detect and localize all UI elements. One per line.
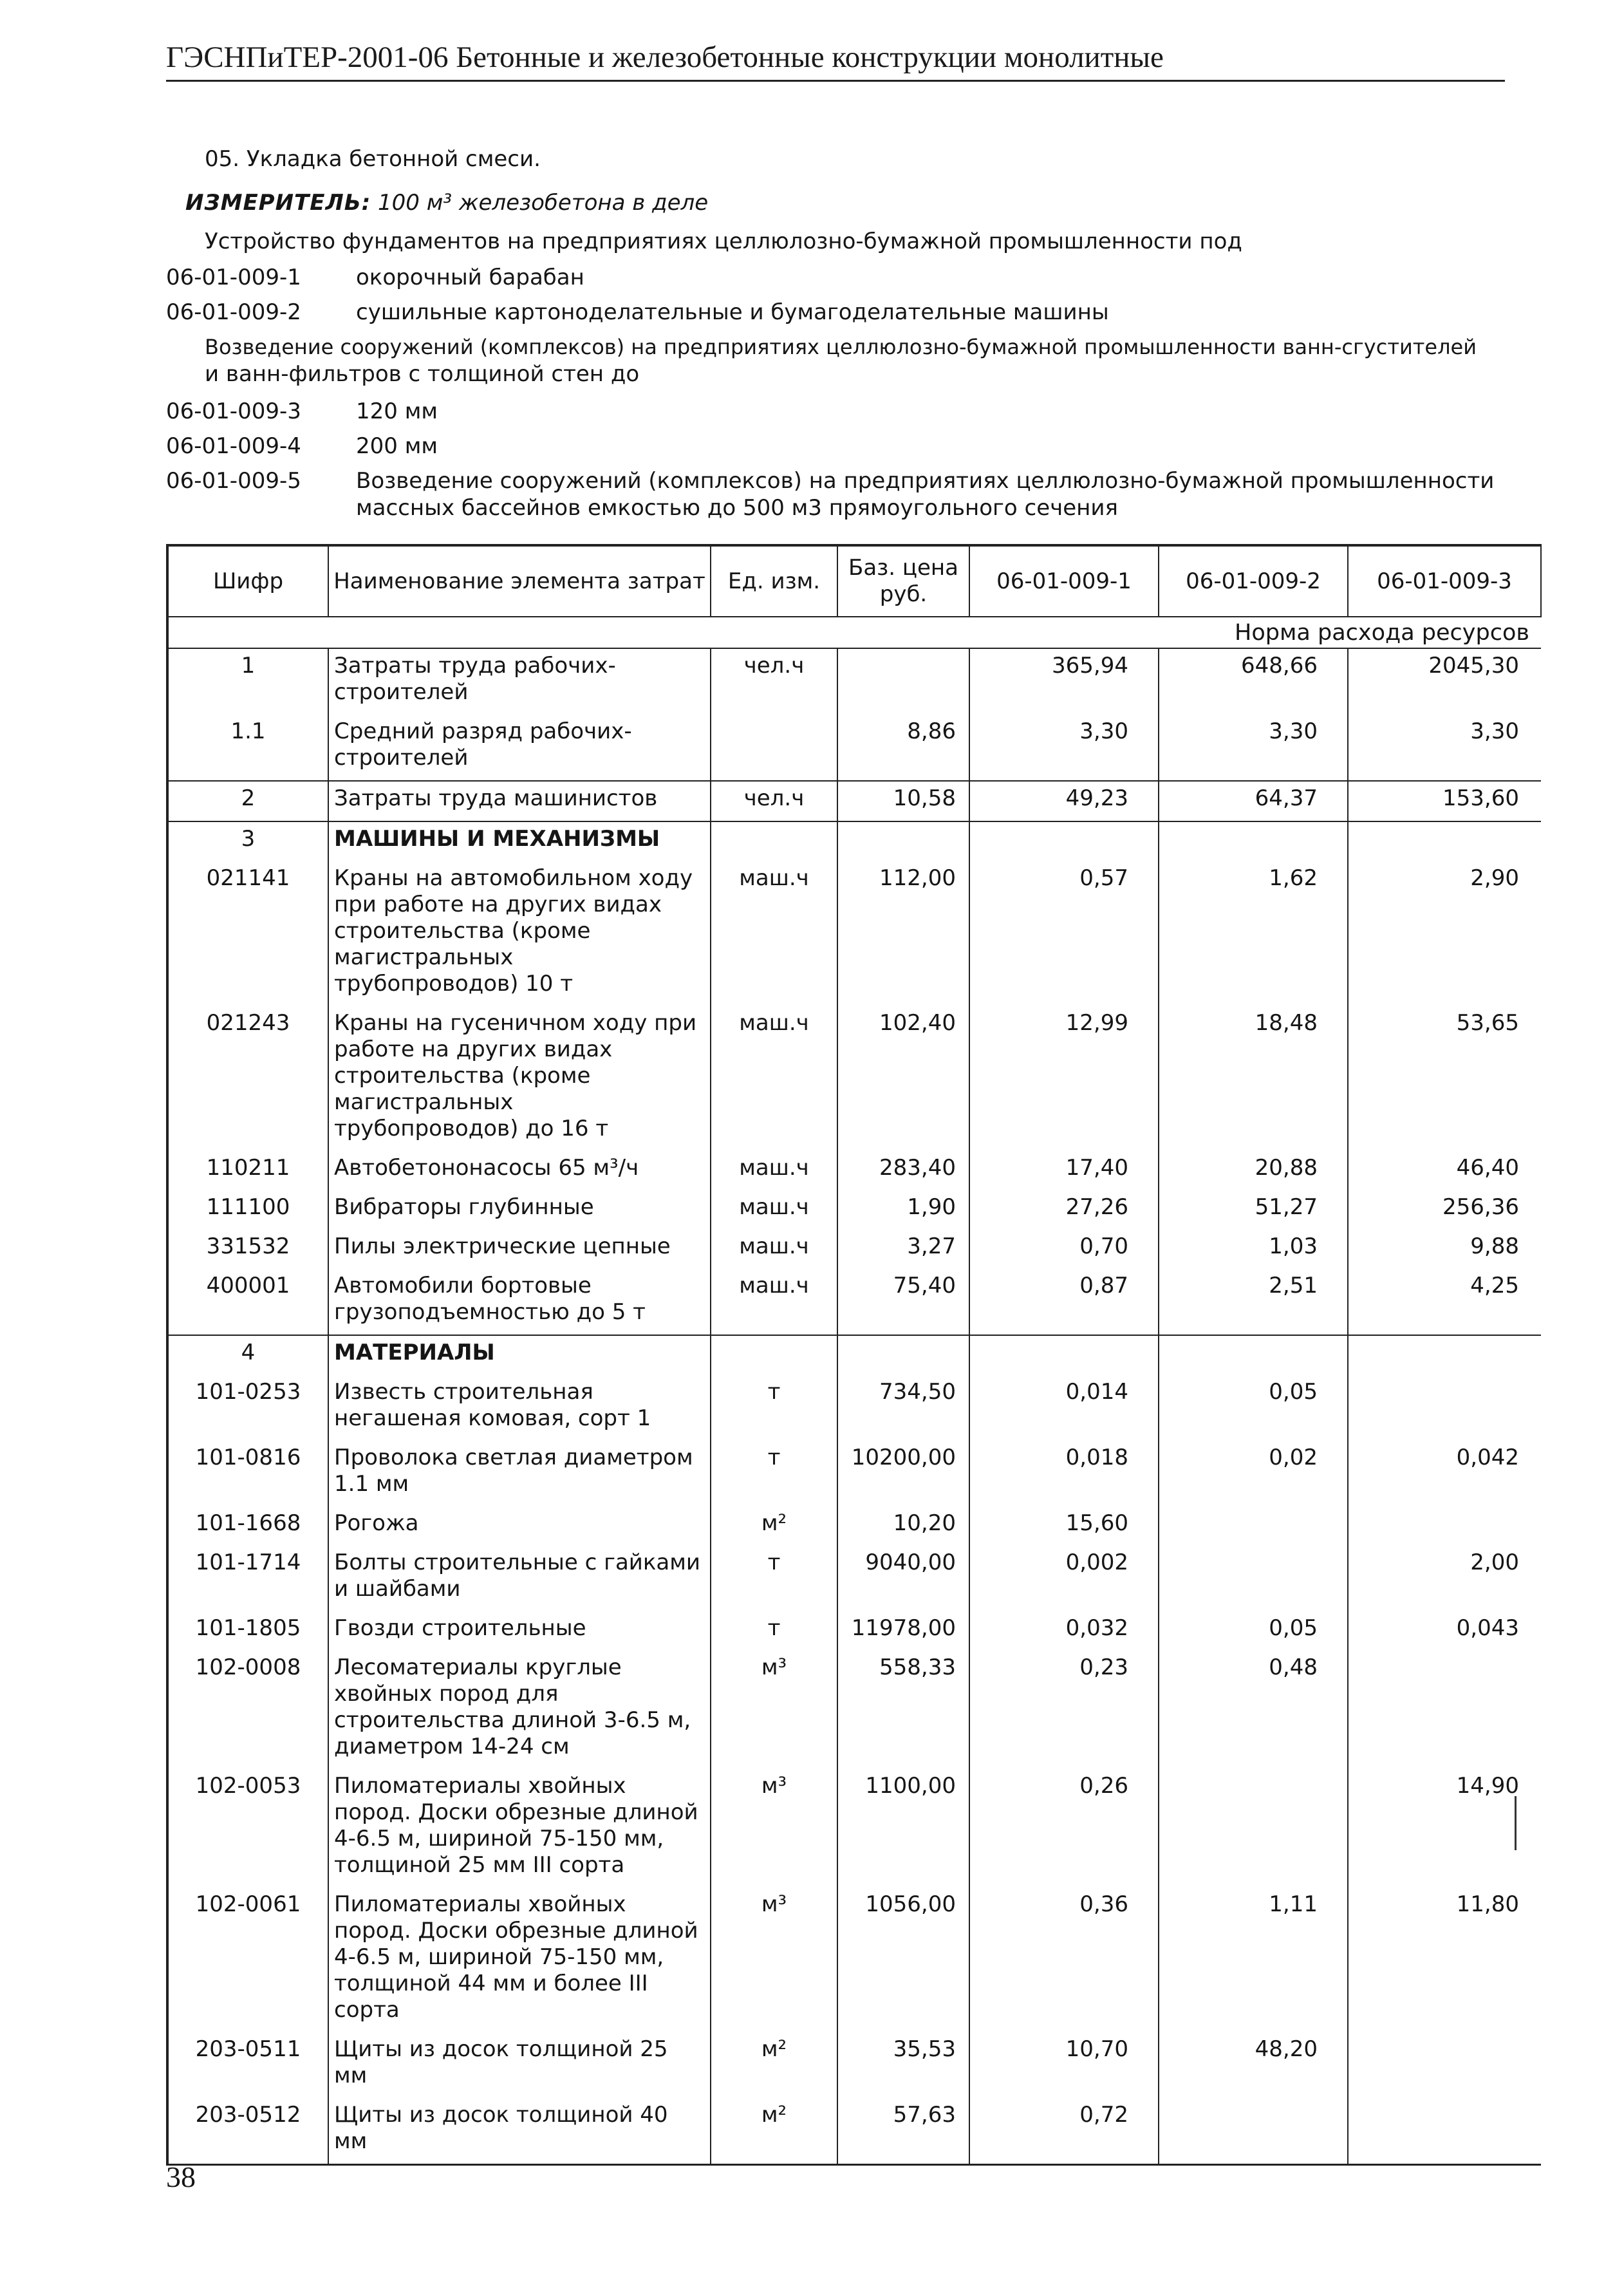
row-name: Автомобили бортовые грузоподъемностью до 5 т: [328, 1269, 711, 1335]
row-name: Затраты труда рабочих-строителей: [328, 648, 711, 715]
row-value-3: [1348, 821, 1541, 861]
resource-table: [166, 544, 1540, 2166]
row-code: 102-0061: [167, 1888, 328, 2032]
row-code: 021243: [167, 1006, 328, 1151]
table-row: [167, 1151, 1541, 1190]
row-price: 75,40: [837, 1269, 969, 1335]
item-code: 06-01-009-3: [166, 398, 301, 424]
row-value-2: [1159, 1546, 1348, 1611]
table-row: [167, 821, 1541, 861]
row-price: 102,40: [837, 1006, 969, 1151]
row-unit: м²: [761, 1510, 787, 1536]
row-value-2: 2,51: [1159, 1269, 1348, 1335]
row-price: [837, 1335, 969, 1375]
row-code: 110211: [167, 1151, 328, 1190]
header-name: Наименование элемента затрат: [328, 545, 711, 617]
row-value-1: 0,57: [969, 861, 1159, 1006]
row-value-3: 14,90: [1348, 1769, 1541, 1888]
table-row: [167, 715, 1541, 781]
row-value-2: [1159, 2098, 1348, 2165]
row-value-2: 20,88: [1159, 1151, 1348, 1190]
row-name: МАШИНЫ И МЕХАНИЗМЫ: [328, 821, 711, 861]
row-price: 35,53: [837, 2032, 969, 2098]
row-value-2: [1159, 1769, 1348, 1888]
item-code: 06-01-009-1: [166, 265, 301, 290]
header-col-2: 06-01-009-2: [1159, 545, 1348, 617]
row-value-1: 27,26: [969, 1190, 1159, 1230]
row-name: Пиломатериалы хвойных пород. Доски обрезные длиной 4-6.5 м, шириной 75-150 мм, толщиной 25 мм III сорта: [328, 1769, 711, 1888]
table-row: [167, 648, 1541, 715]
row-name: Проволока светлая диаметром 1.1 мм: [328, 1441, 711, 1506]
row-code: 101-0253: [167, 1375, 328, 1441]
row-name: Средний разряд рабочих-строителей: [328, 715, 711, 781]
row-code: 111100: [167, 1190, 328, 1230]
row-value-2: 18,48: [1159, 1006, 1348, 1151]
row-value-3: 9,88: [1348, 1230, 1541, 1269]
row-code: 101-1805: [167, 1611, 328, 1651]
row-name: Пиломатериалы хвойных пород. Доски обрезные длиной 4-6.5 м, шириной 75-150 мм, толщиной 44 мм и более III сорта: [328, 1888, 711, 2032]
row-unit: т: [767, 1379, 781, 1405]
group-heading-2-cont: и ванн-фильтров с толщиной стен до: [205, 361, 640, 387]
row-code: 101-1668: [167, 1506, 328, 1546]
row-value-1: 0,23: [969, 1651, 1159, 1769]
table-row: [167, 1651, 1541, 1769]
row-name: Пилы электрические цепные: [328, 1230, 711, 1269]
table-row: [167, 1190, 1541, 1230]
margin-mark: [1515, 1796, 1517, 1850]
row-price: 3,27: [837, 1230, 969, 1269]
norm-header-row: [167, 617, 1541, 648]
row-code: 1: [167, 648, 328, 715]
row-value-2: 1,03: [1159, 1230, 1348, 1269]
item-text: окорочный барабан: [356, 265, 584, 290]
row-name: Затраты труда машинистов: [328, 781, 711, 821]
table-row: [167, 861, 1541, 1006]
row-value-1: 365,94: [969, 648, 1159, 715]
row-price: 10200,00: [837, 1441, 969, 1506]
row-unit: [711, 1335, 837, 1375]
row-price: 283,40: [837, 1151, 969, 1190]
row-value-3: 53,65: [1348, 1006, 1541, 1151]
row-value-1: 0,87: [969, 1269, 1159, 1335]
row-unit: маш.ч: [739, 1194, 809, 1220]
item-code: 06-01-009-4: [166, 433, 301, 459]
row-name: Рогожа: [328, 1506, 711, 1546]
row-code: 400001: [167, 1269, 328, 1335]
row-unit: [711, 821, 837, 861]
row-name: Болты строительные с гайками и шайбами: [328, 1546, 711, 1611]
table-row: [167, 1888, 1541, 2032]
row-value-3: [1348, 1506, 1541, 1546]
row-unit: чел.ч: [743, 653, 805, 679]
row-unit: маш.ч: [739, 1010, 809, 1036]
row-value-3: 2,00: [1348, 1546, 1541, 1611]
row-value-2: 648,66: [1159, 648, 1348, 715]
header-col-1: 06-01-009-1: [969, 545, 1159, 617]
row-value-1: 15,60: [969, 1506, 1159, 1546]
row-value-3: [1348, 1335, 1541, 1375]
row-value-2: [1159, 1335, 1348, 1375]
table-row: [167, 1230, 1541, 1269]
row-value-3: 3,30: [1348, 715, 1541, 781]
table-header-row: [167, 545, 1541, 617]
row-unit: м²: [761, 2036, 787, 2062]
row-code: 331532: [167, 1230, 328, 1269]
row-value-1: 10,70: [969, 2032, 1159, 2098]
row-price: 8,86: [837, 715, 969, 781]
row-value-1: 49,23: [969, 781, 1159, 821]
row-name: Лесоматериалы круглые хвойных пород для строительства длиной 3-6.5 м, диаметром 14-24 см: [328, 1651, 711, 1769]
row-value-2: 51,27: [1159, 1190, 1348, 1230]
table-row: [167, 1611, 1541, 1651]
row-name: Краны на автомобильном ходу при работе на других видах строительства (кроме магистральных трубопроводов) 10 т: [328, 861, 711, 1006]
row-price: 10,58: [837, 781, 969, 821]
row-code: 4: [167, 1335, 328, 1375]
measure-line: [185, 188, 708, 218]
row-code: 1.1: [167, 715, 328, 781]
row-price: 57,63: [837, 2098, 969, 2165]
row-value-3: 4,25: [1348, 1269, 1541, 1335]
item-text: сушильные картоноделательные и бумагоделательные машины: [356, 299, 1109, 325]
row-price: 734,50: [837, 1375, 969, 1441]
item-text: Возведение сооружений (комплексов) на предприятиях целлюлозно-бумажной промышленности: [356, 468, 1495, 494]
table-row: [167, 1269, 1541, 1335]
page-number: 38: [166, 2160, 196, 2193]
row-unit: м³: [761, 1773, 787, 1799]
row-value-1: 0,002: [969, 1546, 1159, 1611]
row-unit: чел.ч: [711, 781, 837, 821]
row-unit: т: [767, 1445, 781, 1470]
header-col-3: 06-01-009-3: [1348, 545, 1541, 617]
row-code: 3: [167, 821, 328, 861]
row-code: 203-0512: [167, 2098, 328, 2165]
row-price: 1100,00: [837, 1769, 969, 1888]
row-value-1: 12,99: [969, 1006, 1159, 1151]
row-value-3: 2,90: [1348, 861, 1541, 1006]
row-value-2: 48,20: [1159, 2032, 1348, 2098]
table-row: [167, 1335, 1541, 1375]
row-price: 1056,00: [837, 1888, 969, 2032]
group-heading-2: Возведение сооружений (комплексов) на предприятиях целлюлозно-бумажной промышленности ванн-сгустителей: [205, 335, 1477, 359]
row-unit: м³: [761, 1891, 787, 1917]
header-unit: Ед. изм.: [711, 545, 837, 617]
table-row: [167, 1546, 1541, 1611]
row-unit: т: [767, 1550, 781, 1575]
row-code: 2: [167, 781, 328, 821]
table-row: [167, 781, 1541, 821]
row-name: Щиты из досок толщиной 25 мм: [328, 2032, 711, 2098]
row-value-2: 0,05: [1159, 1611, 1348, 1651]
row-unit: маш.ч: [739, 865, 809, 891]
measure-text: 100 м³ железобетона в деле: [378, 190, 709, 216]
row-value-2: 64,37: [1159, 781, 1348, 821]
row-price: 1,90: [837, 1190, 969, 1230]
row-value-2: 1,62: [1159, 861, 1348, 1006]
row-code: 102-0053: [167, 1769, 328, 1888]
row-value-3: 0,042: [1348, 1441, 1541, 1506]
row-value-3: [1348, 2098, 1541, 2165]
row-value-3: [1348, 1651, 1541, 1769]
row-value-2: [1159, 1506, 1348, 1546]
row-value-2: [1159, 821, 1348, 861]
row-code: 102-0008: [167, 1651, 328, 1769]
row-value-2: 0,02: [1159, 1441, 1348, 1506]
item-code: 06-01-009-5: [166, 468, 301, 494]
row-value-2: 0,05: [1159, 1375, 1348, 1441]
row-unit: [711, 715, 837, 781]
measure-label: ИЗМЕРИТЕЛЬ:: [185, 190, 371, 216]
row-value-3: 2045,30: [1348, 648, 1541, 715]
row-code: 101-0816: [167, 1441, 328, 1506]
row-unit: т: [767, 1615, 781, 1641]
row-value-3: 11,80: [1348, 1888, 1541, 2032]
row-code: 101-1714: [167, 1546, 328, 1611]
row-value-3: 153,60: [1348, 781, 1541, 821]
item-text: 200 мм: [356, 433, 438, 459]
table-row: [167, 1375, 1541, 1441]
row-value-1: 17,40: [969, 1151, 1159, 1190]
row-value-3: [1348, 1375, 1541, 1441]
row-name: Щиты из досок толщиной 40 мм: [328, 2098, 711, 2165]
row-name: Автобетононасосы 65 м³/ч: [328, 1151, 711, 1190]
table-row: [167, 1506, 1541, 1546]
norm-label: Норма расхода ресурсов: [167, 617, 1541, 648]
row-unit: м³: [761, 1654, 787, 1680]
row-name: Краны на гусеничном ходу при работе на других видах строительства (кроме магистральных трубопроводов) до 16 т: [328, 1006, 711, 1151]
row-price: [837, 821, 969, 861]
row-price: 10,20: [837, 1506, 969, 1546]
row-name: МАТЕРИАЛЫ: [328, 1335, 711, 1375]
header-price: Баз. цена руб.: [837, 545, 969, 617]
row-value-1: 0,72: [969, 2098, 1159, 2165]
table-row: [167, 1769, 1541, 1888]
row-value-1: 0,36: [969, 1888, 1159, 2032]
row-value-1: [969, 1335, 1159, 1375]
group-heading-1: Устройство фундаментов на предприятиях целлюлозно-бумажной промышленности под: [205, 229, 1242, 254]
item-code: 06-01-009-2: [166, 299, 301, 325]
row-code: 021141: [167, 861, 328, 1006]
row-value-1: 0,70: [969, 1230, 1159, 1269]
section-heading: 05. Укладка бетонной смеси.: [205, 146, 541, 172]
table-row: [167, 1441, 1541, 1506]
row-price: [837, 648, 969, 715]
row-value-1: 3,30: [969, 715, 1159, 781]
row-value-1: 0,014: [969, 1375, 1159, 1441]
row-value-2: 1,11: [1159, 1888, 1348, 2032]
item-text: 120 мм: [356, 398, 438, 424]
row-value-2: 0,48: [1159, 1651, 1348, 1769]
row-unit: маш.ч: [739, 1155, 809, 1181]
row-unit: м²: [711, 2098, 837, 2165]
row-name: Известь строительная негашеная комовая, сорт 1: [328, 1375, 711, 1441]
row-value-3: 46,40: [1348, 1151, 1541, 1190]
row-value-2: 3,30: [1159, 715, 1348, 781]
running-title: ГЭСНПиТЕР-2001-06 Бетонные и железобетонные конструкции монолитные: [166, 40, 1505, 82]
table-row: [167, 2032, 1541, 2098]
row-name: Вибраторы глубинные: [328, 1190, 711, 1230]
row-unit: маш.ч: [739, 1273, 809, 1298]
row-unit: маш.ч: [739, 1233, 809, 1259]
row-price: 11978,00: [837, 1611, 969, 1651]
row-price: 112,00: [837, 861, 969, 1006]
row-value-3: 256,36: [1348, 1190, 1541, 1230]
row-name: Гвозди строительные: [328, 1611, 711, 1651]
table-row: [167, 2098, 1541, 2165]
row-value-1: 0,018: [969, 1441, 1159, 1506]
table-row: [167, 1006, 1541, 1151]
row-price: 9040,00: [837, 1546, 969, 1611]
row-price: 558,33: [837, 1651, 969, 1769]
row-value-1: [969, 821, 1159, 861]
row-value-1: 0,032: [969, 1611, 1159, 1651]
row-value-3: [1348, 2032, 1541, 2098]
row-code: 203-0511: [167, 2032, 328, 2098]
row-value-1: 0,26: [969, 1769, 1159, 1888]
row-value-3: 0,043: [1348, 1611, 1541, 1651]
item-text: массных бассейнов емкостью до 500 м3 прямоугольного сечения: [356, 495, 1118, 521]
header-code: Шифр: [167, 545, 328, 617]
